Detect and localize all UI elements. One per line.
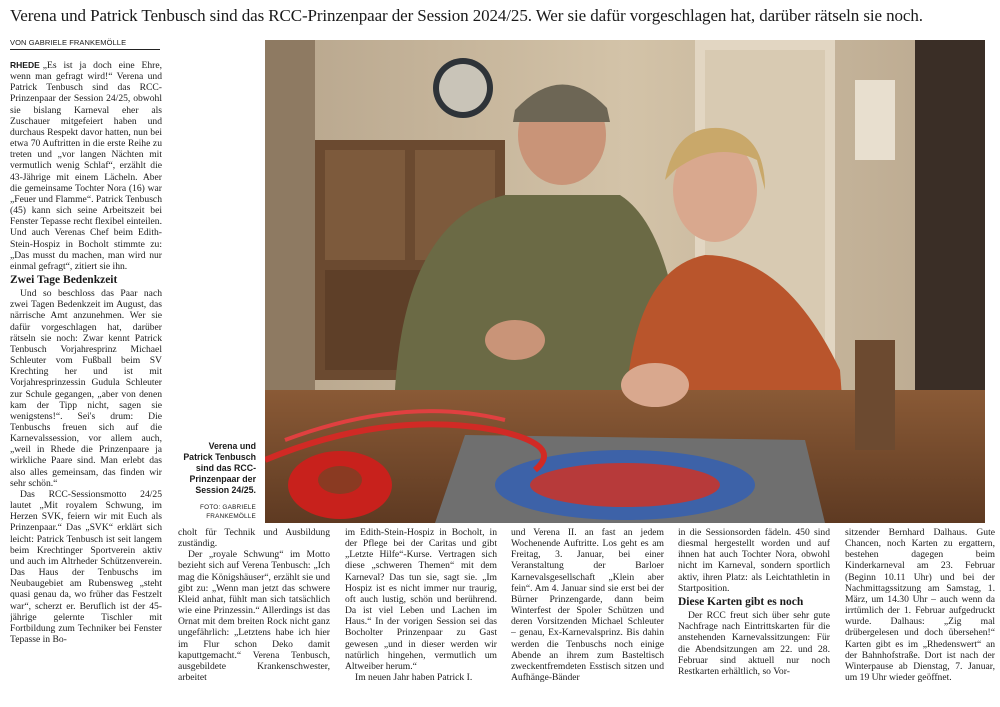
article-column-6 <box>845 527 995 705</box>
subheading-karten: Diese Karten gibt es noch <box>678 595 804 608</box>
paragraph: in die Sessionsorden fädeln. 450 sind diesmal hergestellt worden und auf ihnen hat auch Tochter Nora, obwohl nicht im Karneval, sondern sportlich aktiv, ihren Platz: als Leichtathletin in Startposition. <box>678 527 830 594</box>
subheading-bedenkzeit: Zwei Tage Bedenkzeit <box>10 273 118 286</box>
paragraph: Und so beschloss das Paar nach zwei Tagen Bedenkzeit im August, das närrische Amt anzunehmen. Wer sie dafür vorgeschlagen hat, darüber rätseln sie noch: Zwar kennt Patrick Tenbusch Vorjahresprinz Michael Schleuter vom Fußball beim SV Krechting her und ist mit Vorjahresprinzessin Gudula Schleuter zur Schule gegangen, „aber von denen kam der Tipp nicht, sagen sie wenigstens!“. Sei's drum: Die Tenbuschs freuen sich auf die Karnevalssession, vor allem auch, „weil in Rhede die Prinzenpaare ja wirkliche Paare sind. Man erlebt das also alles gemeinsam, das finden wir sehr schön.“ <box>10 288 162 489</box>
paragraph: Das RCC-Sessionsmotto 24/25 lautet „Mit royalem Schwung, im Herzen SVK, feiern wir mit Euch als Prinzenpaar.“ Das „SVK“ erklärt sich leicht: Patrick Tenbusch ist seit langem beim Krechtinger Sportverein aktiv und auch im Altrheder Schützenverein. Das Haus der Tenbuschs im Neubaugebiet am Rubensweg „steht quasi genau da, wo früher das Festzelt war“, scherzt er. Beruflich ist der 45-jährige gelernte Tischler mit Fortbildung zum Techniker bei Fenster Tepasse in Bo- <box>10 488 162 645</box>
dateline: RHEDE <box>10 60 40 70</box>
paragraph: sitzender Bernhard Dalhaus. Gute Chancen, noch Karten zu ergattern, bestehen dagegen beim Kinderkarneval am 23. Februar (Beginn 10.11 Uhr) und bei der Nachmittagssitzung am Samstag, 1. März, um 14.30 Uhr – auch wenn da irrtümlich der 1. Februar aufgedruckt wurde. Dalhaus: „Zig mal drübergelesen und doch übersehen!“ Karten gibt es im „Rhedenswert“ an der Bahnhofstraße. Dort ist nach der Winterpause ab Dienstag, 7. Januar, um 19 Uhr wieder geöffnet. <box>845 527 995 684</box>
article-photo <box>265 40 985 523</box>
article-column-3 <box>345 527 497 705</box>
paragraph: cholt für Technik und Ausbildung zuständig. <box>178 527 330 550</box>
headline: Verena und Patrick Tenbusch sind das RCC-Prinzenpaar der Session 2024/25. Wer sie dafür vorgeschlagen hat, darüber rätseln sie noch. <box>10 6 923 25</box>
paragraph: Im neuen Jahr haben Patrick I. <box>355 672 473 684</box>
paragraph: und Verena II. an fast an jedem Wochenende Auftritte. Los geht es am Freitag, 3. Januar, bei einer Veranstaltung der Barloer Karnevalsgesellschaft „Klein aber fein“. Am 4. Januar sind sie erst bei der Bürner Prinzengarde, dann beim Winterfest der Spoler Schützen und deren Vorsitzenden Michael Schleuter – genau, Ex-Karnevalsprinz. Bis dahin werden die Tenbuschs noch einige Abende an ihrem zum Basteltisch zweckentfremdeten Esstisch sitzen und Aufhänge-Bänder <box>511 527 664 684</box>
lead-paragraph: RHEDE „Es ist ja doch eine Ehre, wenn man gefragt wird!“ Verena und Patrick Tenbusch sind das RCC-Prinzenpaar der Session 24/25, obwohl sie bislang Karneval eher als Zuschauer mitgefeiert haben und durchaus Respekt davor hatten, nun bei etwa 70 Auftritten in die erste Reihe zu treten und „vor langen Nächten mit vermutlich wenig Schlaf“, erzählt die 43-Jährige mit einem Lächeln. Aber die gemeinsame Tochter Nora (16) war „Feuer und Flamme“. Patrick Tenbusch (45) kann sich seine Arbeitszeit bei Fenster Tepasse recht flexibel einteilen. Und auch Verenas Chef beim Edith-Stein-Hospiz in Bocholt stimmte zu: „Das musst du machen, man wird nur einmal gefragt“, zitiert sie ihn. <box>10 60 162 272</box>
article-column-2 <box>178 527 330 705</box>
article-column-5 <box>678 527 830 705</box>
paragraph: Der „royale Schwung“ im Motto bezieht sich auf Verena Tenbusch: „Ich mag die Königshäuser“, erzählt sie und gibt zu: „Wenn man jetzt das schwere Kleid anhat, fühlt man sich tatsächlich wie eine Prinzessin.“ Allerdings ist das Ornat mit dem breiten Rock nicht ganz ungefährlich: „Letztens habe ich hier im Flur schon Deko damit kaputtgemacht.“ Verena Tenbusch, ausgebildete Krankenschwester, arbeitet <box>178 549 330 684</box>
photo-credit: FOTO: GABRIELE FRANKEMÖLLE <box>200 504 256 520</box>
article-column-1 <box>10 60 162 704</box>
byline: VON GABRIELE FRANKEMÖLLE <box>10 38 160 50</box>
photo-caption: Verena und Patrick Tenbusch sind das RCC-Prinzenpaar der Session 24/25. <box>183 441 256 495</box>
paragraph: Der RCC freut sich über sehr gute Nachfrage nach Eintrittskarten für die anstehenden Karnevalssitzungen: Für die Abendsitzungen am 22. und 28. Februar sind aktuell nur noch Restkarten erhältlich, so Vor- <box>678 610 830 677</box>
paragraph: im Edith-Stein-Hospiz in Bocholt, in der Pflege bei der Caritas und gibt „Letzte Hilfe“-Kurse. Vertragen sich diese „schweren Themen“ mit dem Karneval? Das tun sie, sagt sie. „Im Hospiz ist es nicht immer nur traurig, oft auch lustig, schön und berührend. Da ist viel Leben und Lachen im Haus.“ In der vorigen Session sei das Bocholter Prinzenpaar zu Gast gewesen „und in dieser werden wir natürlich hingehen, vermutlich um Altweiber herum.“ <box>345 527 497 672</box>
article-column-4 <box>511 527 664 705</box>
